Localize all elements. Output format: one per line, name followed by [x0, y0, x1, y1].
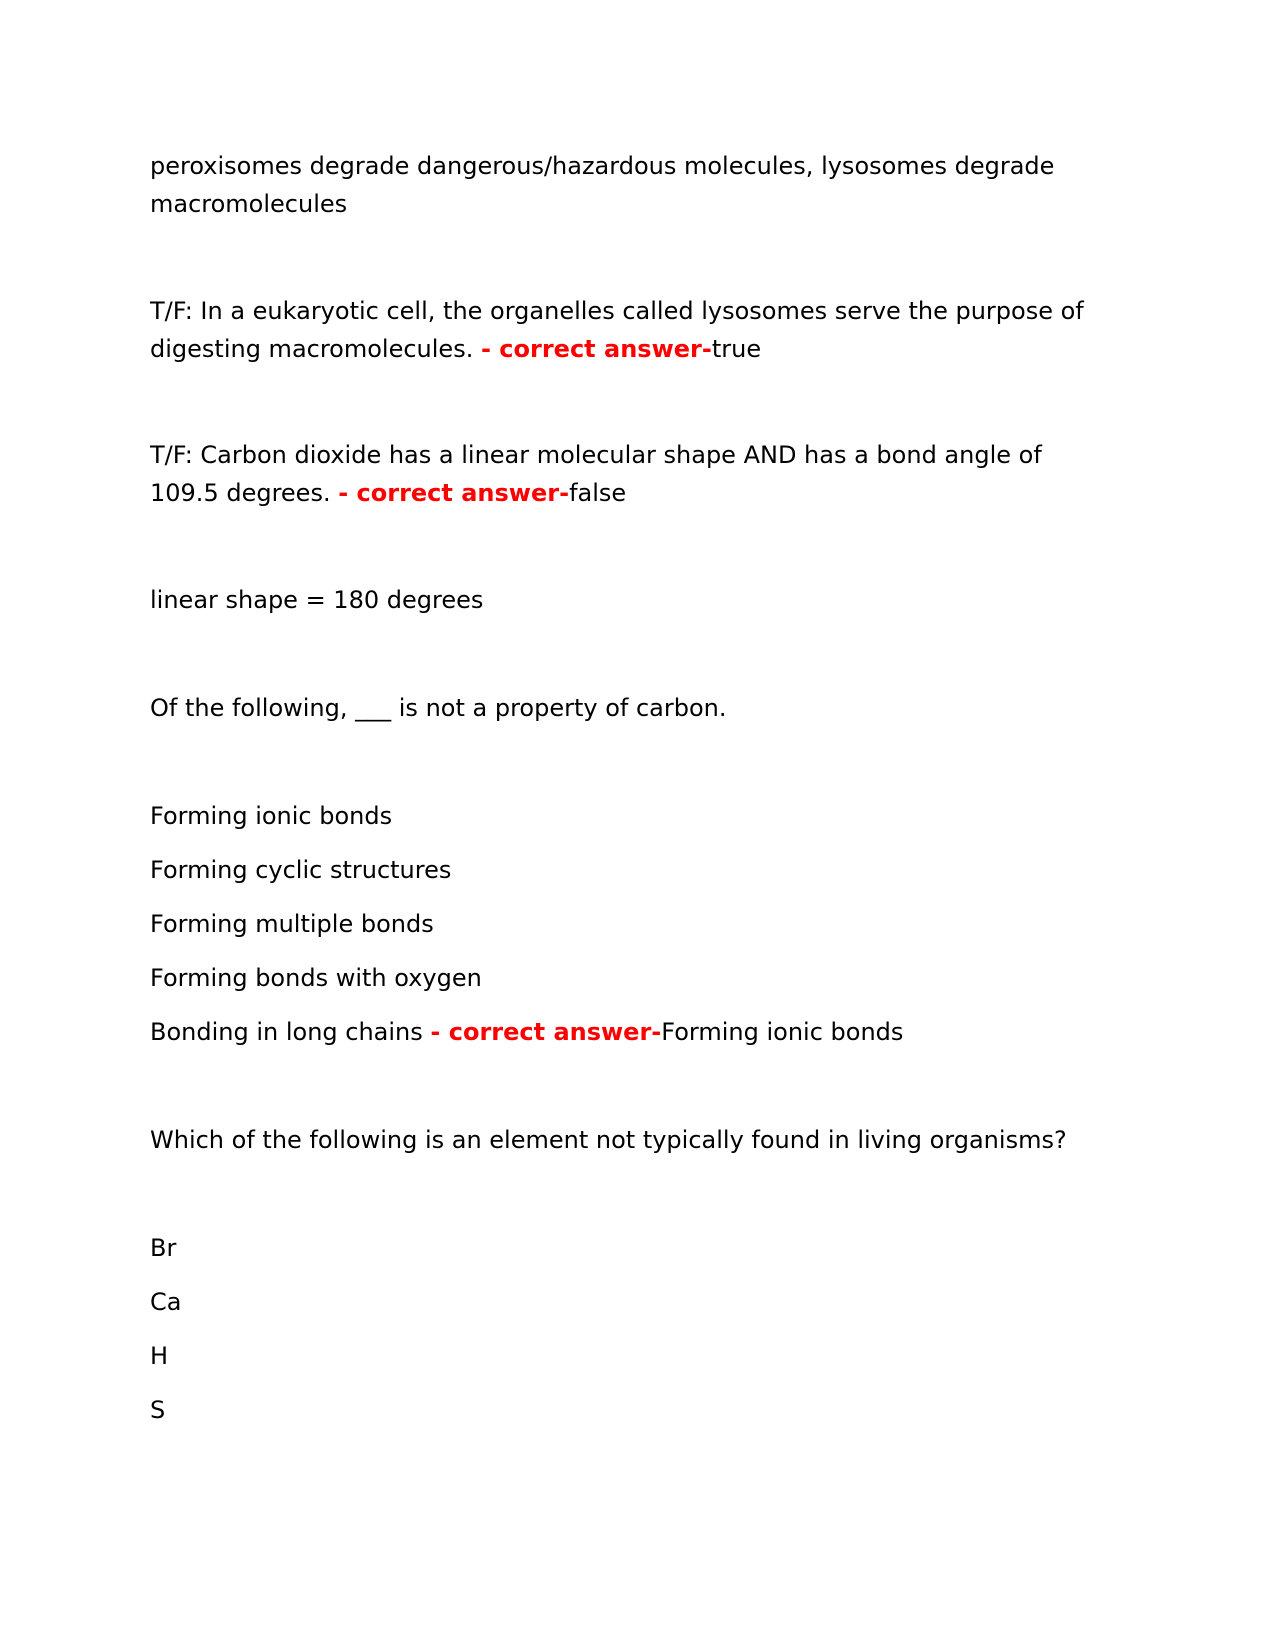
question-text: Of the following, ___ is not a property of carbon. [150, 694, 727, 722]
option-text: H [150, 1342, 169, 1370]
option-item [150, 1337, 1110, 1375]
option-item [150, 905, 1110, 943]
question-text: Which of the following is an element not typically found in living organisms? [150, 1126, 1067, 1154]
correct-answer-marker: - correct answer- [338, 479, 570, 507]
option-text: Bonding in long chains [150, 1018, 431, 1046]
option-item [150, 851, 1110, 889]
question-carbon-property [150, 689, 1110, 727]
option-text: Forming cyclic structures [150, 856, 452, 884]
correct-answer-marker: - correct answer- [430, 1018, 662, 1046]
option-text: Br [150, 1234, 177, 1262]
note-peroxisomes [150, 147, 1110, 223]
answer-text: true [711, 335, 762, 363]
question-lysosomes [150, 292, 1110, 368]
option-item-with-answer [150, 1013, 1110, 1051]
question-text: T/F: Carbon dioxide has a linear molecular shape AND has a bond angle of 109.5 degrees. [150, 441, 1042, 507]
question-element [150, 1121, 1110, 1159]
question-carbon-dioxide [150, 436, 1110, 512]
correct-answer-marker: - correct answer- [480, 335, 712, 363]
option-item [150, 959, 1110, 997]
option-item [150, 1391, 1110, 1429]
option-text: Ca [150, 1288, 182, 1316]
option-item [150, 1229, 1110, 1267]
note-linear-shape [150, 581, 1110, 619]
option-text: Forming bonds with oxygen [150, 964, 482, 992]
option-text: S [150, 1396, 166, 1424]
option-text: Forming multiple bonds [150, 910, 434, 938]
note-text: peroxisomes degrade dangerous/hazardous molecules, lysosomes degrade macromolecules [150, 152, 1055, 218]
option-text: Forming ionic bonds [150, 802, 393, 830]
answer-text: Forming ionic bonds [661, 1018, 904, 1046]
question-text: T/F: In a eukaryotic cell, the organelles called lysosomes serve the purpose of digesting macromolecules. [150, 297, 1084, 363]
option-item [150, 797, 1110, 835]
note-text: linear shape = 180 degrees [150, 586, 484, 614]
answer-text: false [569, 479, 627, 507]
option-item [150, 1283, 1110, 1321]
